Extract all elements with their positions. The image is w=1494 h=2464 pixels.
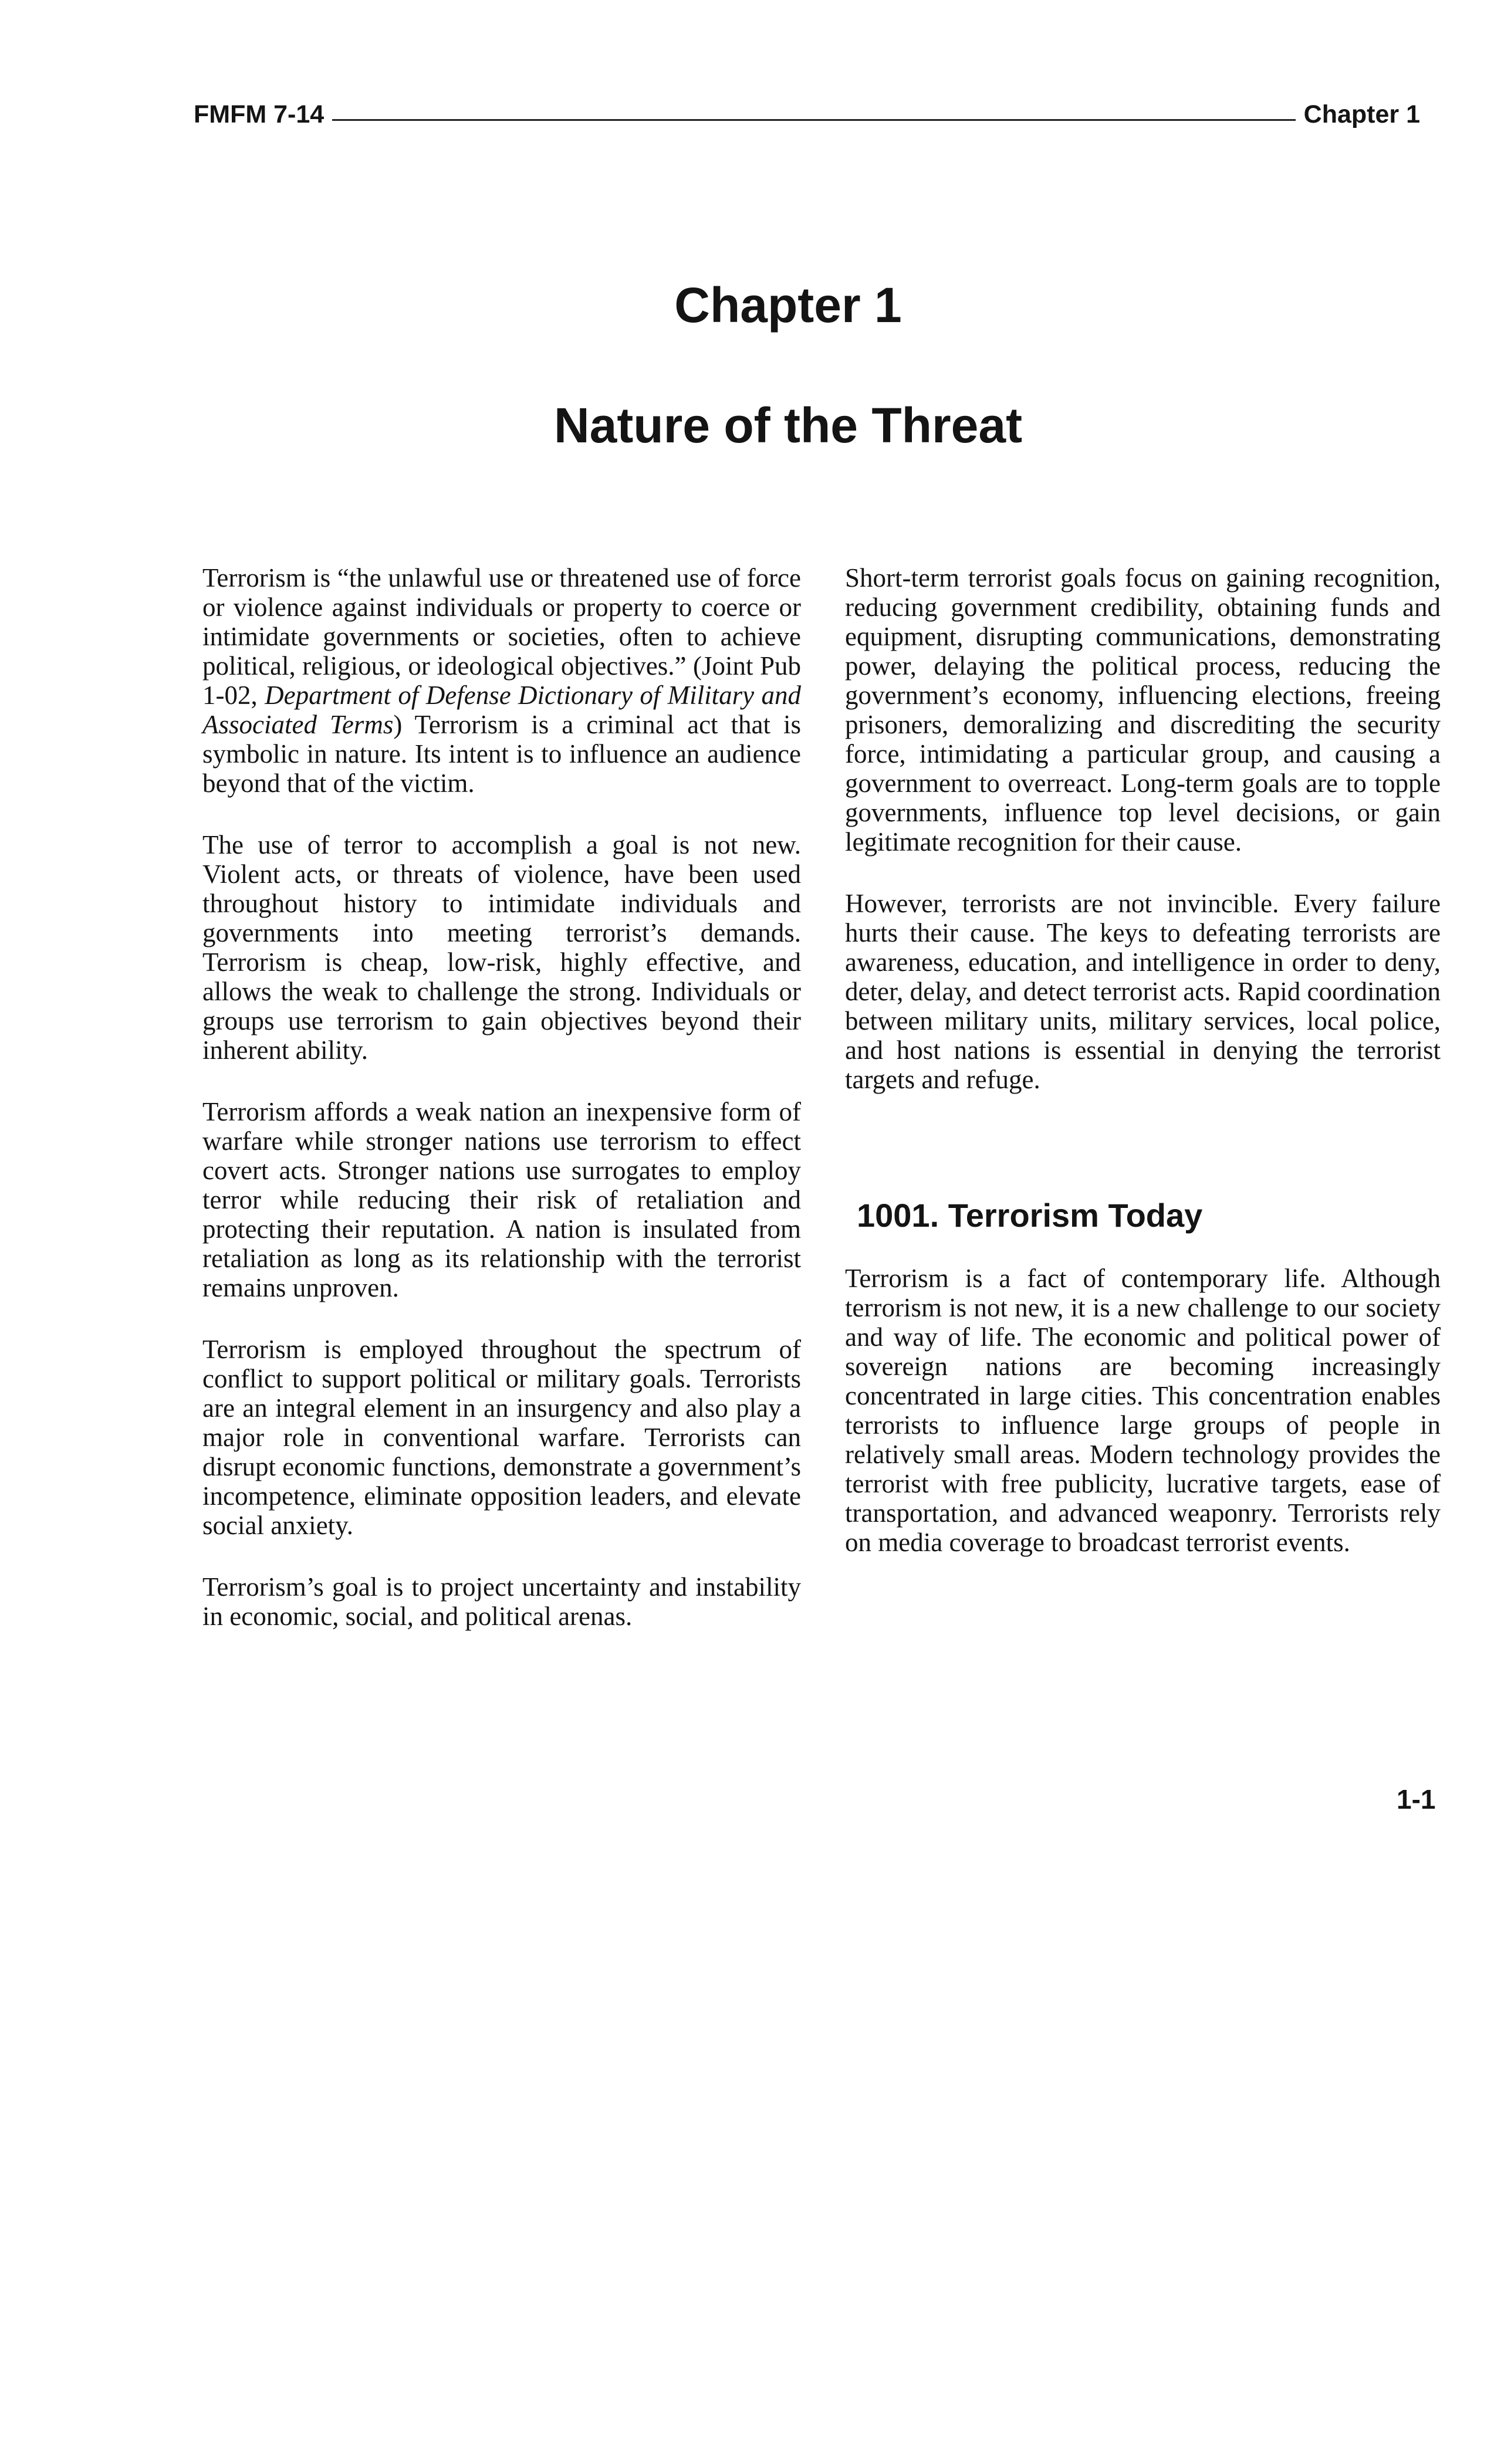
chapter-title: Nature of the Threat: [553, 398, 1023, 453]
header-publication-id: FMFM 7-14: [194, 100, 325, 128]
paragraph-spectrum: Terrorism is employed throughout the spectrum of conflict to support political or military goals. Terrorists are an integral element in an insurgency and also play a major role in conventional warfare. Terrorists can disrupt economic functions, demonstrate a government’s incompetence, eliminate opposition leaders, and elevate social anxiety.: [202, 1335, 801, 1540]
paragraph-invincible: However, terrorists are not invincible. Every failure hurts their cause. The keys to defeating terrorists are awareness, education, and intelligence in order to deny, deter, delay, and detect terrorist acts. Rapid coordination between military units, military services, local police, and host nations is essential in denying the terrorist targets and refuge.: [845, 889, 1441, 1094]
page-number: 1-1: [1397, 1784, 1436, 1815]
paragraph-weak-nation: Terrorism affords a weak nation an inexpensive form of warfare while stronger nations use terrorism to effect covert acts. Stronger nations use surrogates to employ terror while reducing their risk of retaliation and protecting their reputation. A nation is insulated from retaliation as long as its relationship with the terrorist remains unproven.: [202, 1097, 801, 1302]
right-column: [845, 563, 1441, 1589]
paragraph-history: The use of terror to accomplish a goal is not new. Violent acts, or threats of violence, have been used throughout history to intimidate individuals and governments into meeting terrorist’s demands. Terrorism is cheap, low-risk, highly effective, and allows the weak to challenge the strong. Individuals or groups use terrorism to gain objectives beyond their inherent ability.: [202, 830, 801, 1065]
paragraph-goals: Short-term terrorist goals focus on gaining recognition, reducing government credibility, obtaining funds and equipment, disrupting communications, demonstrating power, delaying the political process, reducing the government’s economy, influencing elections, freeing prisoners, demoralizing and discrediting the security force, intimidating a particular group, and causing a government to overreact. Long-term goals are to topple governments, influence top level decisions, or gain legitimate recognition for their cause.: [845, 563, 1441, 857]
header-chapter-label: Chapter 1: [1303, 100, 1420, 128]
chapter-number: Chapter 1: [674, 277, 902, 333]
paragraph-definition: [202, 563, 801, 798]
paragraph-terrorism-today: Terrorism is a fact of contemporary life. Although terrorism is not new, it is a new challenge to our society and way of life. The economic and political power of sovereign nations are becoming increasingly concentrated in large cities. This concentration enables terrorists to influence large groups of people in relatively small areas. Modern technology provides the terrorist with free publicity, lucrative targets, ease of transportation, and advanced weaponry. Terrorists rely on media coverage to broadcast terrorist events.: [845, 1264, 1441, 1557]
running-header: [194, 94, 1420, 129]
citation-title: Department of Defense Dictionary of Military and Associated Terms: [202, 681, 801, 739]
paragraph-goal: Terrorism’s goal is to project uncertainty and instability in economic, social, and political arenas.: [202, 1572, 801, 1631]
left-column: [202, 563, 801, 1663]
paragraph-definition-end: ) Terrorism is a criminal act that is symbolic in nature. Its intent is to influence an audience beyond that of the victim.: [202, 710, 802, 798]
paragraph-definition-start: Terrorism is “the unlawful use or threatened use of force or violence against individuals or property to coerce or intimidate governments or societies, often to achieve political, religious, or ideological objectives.” (Joint Pub 1-02,: [202, 563, 801, 710]
header-rule: [332, 119, 1295, 121]
section-heading: 1001. Terrorism Today: [857, 1197, 1203, 1234]
